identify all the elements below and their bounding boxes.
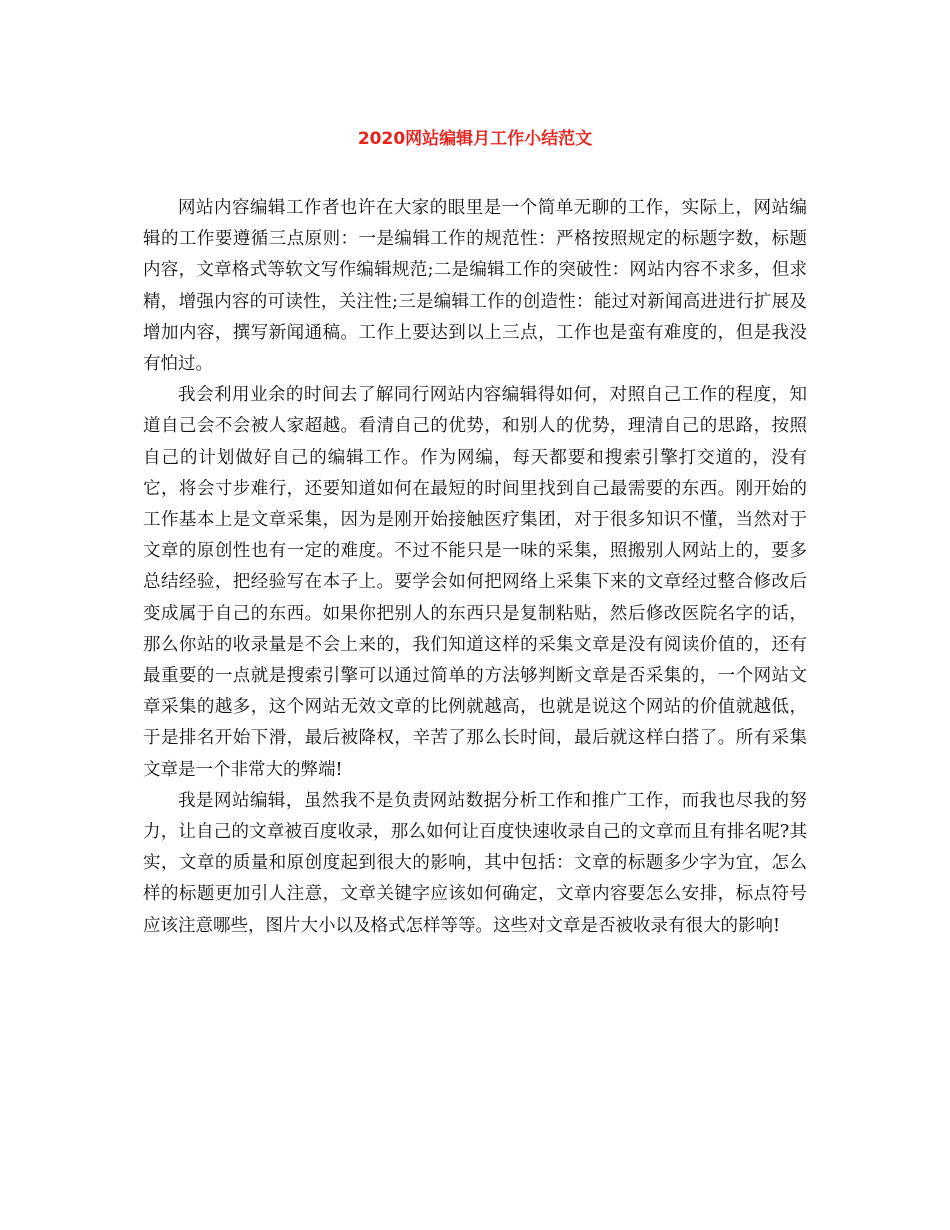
- paragraph-1: 网站内容编辑工作者也许在大家的眼里是一个简单无聊的工作，实际上，网站编辑的工作要遵循三点原则：一是编辑工作的规范性：严格按照规定的标题字数，标题内容，文章格式等软文写作编辑规范;二是编辑工作的突破性：网站内容不求多，但求精，增强内容的可读性，关注性;三是编辑工作的创造性：能过对新闻高进进行扩展及增加内容，撰写新闻通稿。工作上要达到以上三点，工作也是蛮有难度的，但是我没有怕过。: [143, 198, 807, 375]
- paragraph-2: 我会利用业余的时间去了解同行网站内容编辑得如何，对照自己工作的程度，知道自己会不会被人家超越。看清自己的优势，和别人的优势，理清自己的思路，按照自己的计划做好自己的编辑工作。作为网编，每天都要和搜索引擎打交道的，没有它，将会寸步难行，还要知道如何在最短的时间里找到自己最需要的东西。刚开始的工作基本上是文章采集，因为是刚开始接触医疗集团，对于很多知识不懂，当然对于文章的原创性也有一定的难度。不过不能只是一味的采集，照搬别人网站上的，要多总结经验，把经验写在本子上。要学会如何把网络上采集下来的文章经过整合修改后变成属于自己的东西。如果你把别人的东西只是复制粘贴，然后修改医院名字的话，那么你站的收录量是不会上来的，我们知道这样的采集文章是没有阅读价值的，还有最重要的一点就是搜索引擎可以通过简单的方法够判断文章是否采集的，一个网站文章采集的越多，这个网站无效文章的比例就越高，也就是说这个网站的价值就越低，于是排名开始下滑，最后被降权，辛苦了那么长时间，最后就这样白搭了。所有采集文章是一个非常大的弊端!: [143, 385, 807, 780]
- paragraph-3: 我是网站编辑，虽然我不是负责网站数据分析工作和推广工作，而我也尽我的努力，让自己的文章被百度收录，那么如何让百度快速收录自己的文章而且有排名呢?其实，文章的质量和原创度起到很大的影响，其中包括：文章的标题多少字为宜，怎么样的标题更加引人注意，文章关键字应该如何确定，文章内容要怎么安排，标点符号应该注意哪些，图片大小以及格式怎样等等。这些对文章是否被收录有很大的影响!: [143, 790, 807, 936]
- document-body: [143, 193, 807, 942]
- document-title: 2020网站编辑月工作小结范文: [357, 129, 593, 149]
